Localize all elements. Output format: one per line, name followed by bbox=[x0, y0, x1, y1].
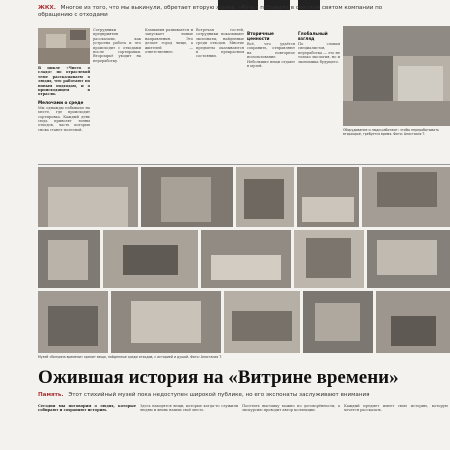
collage-photo-2 bbox=[141, 167, 233, 227]
collage-photo-13 bbox=[224, 291, 300, 353]
article2-col2 bbox=[140, 404, 238, 450]
collage-photo-4 bbox=[297, 167, 359, 227]
article1-subhead-3: Глобальный взгляд bbox=[298, 31, 328, 41]
collage-photo-14 bbox=[303, 291, 373, 353]
collage-photo-10 bbox=[367, 230, 450, 288]
article2-col4-text: Каждый предмет имеет свою историю, которую хочется рассказать. bbox=[344, 404, 448, 413]
article1-deck-tag: ЖКХ. bbox=[38, 5, 56, 11]
collage-photo-15 bbox=[376, 291, 450, 353]
article1-subhead-1: Мелочами о среде bbox=[38, 99, 84, 105]
article1-col6 bbox=[298, 28, 340, 161]
article1-col2-text: Сотрудники предприятия рассказали, как устроена работа и что происходит с отходами после сортировки. Вторсырьё уходит на переработку. bbox=[93, 28, 141, 63]
article1-col1-text: Мы однажды побывали на месте, где происходит сортировка. Каждый день сюда привозят тонны отходов, часть которых снова станет полезной. bbox=[38, 105, 90, 132]
article1-col1 bbox=[38, 66, 90, 161]
collage-photo-6 bbox=[38, 230, 100, 288]
article1-deck bbox=[38, 5, 400, 19]
article2-col3 bbox=[242, 404, 340, 450]
machinery-caption: Оборудование и люди работают: чтобы перерабатывать вторсырьё, требуется время. Фото: Анастасия Т. bbox=[343, 128, 439, 136]
collage-photo-11 bbox=[38, 291, 108, 353]
article1-col4-text: Встречая гостей, сотрудники показывают экспонаты, найденные среди отходов. Многие предметы оказываются в прекрасном состоянии. bbox=[196, 28, 244, 59]
article1-col5-text: Всё, что удаётся сохранить, отправляют на повторное использование. Небольшие вещи отдают в музей. bbox=[247, 42, 295, 69]
article1-col2 bbox=[93, 28, 141, 161]
collage-photo-8 bbox=[201, 230, 291, 288]
photo-machinery bbox=[343, 26, 450, 126]
article1-col6-text: По словам специалистов, переработка — это не только экология, но и экономика будущего. bbox=[298, 42, 340, 64]
collage-photo-5 bbox=[362, 167, 450, 227]
collage-photo-7 bbox=[103, 230, 198, 288]
article2-col1-text: Сегодня мы поговорим о людях, которые собирают и сохраняют историю. bbox=[38, 404, 136, 413]
collage-photo-12 bbox=[111, 291, 221, 353]
article1-deck-text: Многое из того, что мы выкинули, обретает вторую жизнь. «Речь» побывала в светлом святом компании по обращению с отходами bbox=[38, 5, 383, 18]
article2-col4 bbox=[344, 404, 448, 450]
article1-col3 bbox=[145, 28, 193, 161]
collage-photo-9 bbox=[294, 230, 364, 288]
article1-col3-text: Компания развивается и запускает новые направления. Это делает город чище, а жителей — ответственнее. bbox=[145, 28, 193, 55]
article1-subhead-2: Вторичные ценности bbox=[247, 31, 274, 41]
article2-deck-tag: Память. bbox=[38, 392, 64, 398]
photo-waste-piles bbox=[38, 28, 90, 64]
article1-col4 bbox=[196, 28, 244, 161]
article2-col2-text: Здесь находятся вещи, которые когда-то служили людям и вновь нашли своё место. bbox=[140, 404, 238, 413]
article2-headline: Ожившая история на «Витрине времени» bbox=[38, 367, 399, 388]
article2-deck-text: Этот стихийный музей пока недоступен широкой публике, но его экспонаты заслуживают внимания bbox=[68, 392, 370, 398]
collage-photo-1 bbox=[38, 167, 138, 227]
article2-col3-text: Посетить выставку можно по договорённости, а экскурсию проводит автор коллекции. bbox=[242, 404, 340, 413]
article2-col1 bbox=[38, 404, 136, 450]
article2-deck bbox=[38, 392, 450, 399]
collage-photo-3 bbox=[236, 167, 294, 227]
article1-col5 bbox=[247, 28, 295, 161]
section-divider bbox=[38, 164, 450, 165]
collage-caption: Музей «Витрина времени» хранит вещи, найденные среди отходов, с историей и душой. Фото: Анастасия Т. bbox=[38, 355, 223, 359]
article1-lead: В цикле «Чисто о сладо» по отраслевой теме рассказываем о людях, что работают по новым подходам, и о происходящем в отрасли. bbox=[38, 66, 90, 97]
